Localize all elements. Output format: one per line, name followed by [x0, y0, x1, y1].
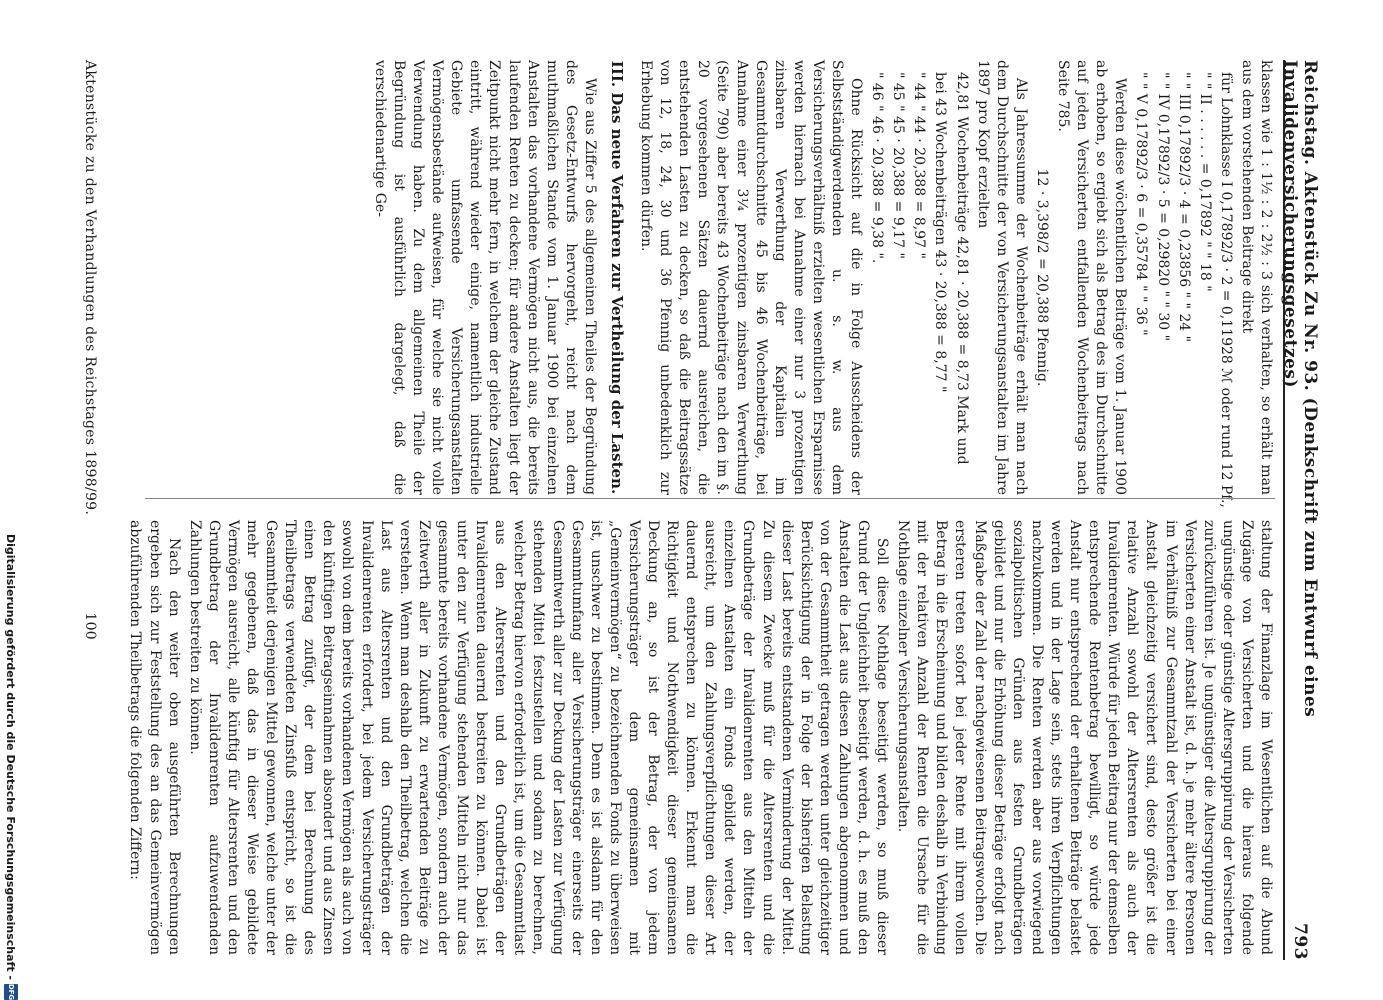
footer-title: Aktenstücke zu den Verhandlungen des Reichstages 1898/99.: [82, 60, 98, 516]
section-heading: III. Das neue Verfahren zur Vertheilung der Lasten.: [608, 60, 626, 495]
page-header: [1280, 60, 1320, 960]
digitization-text: Digitalisierung gefördert durch die Deutsche Forschungsgemeinschaft -: [4, 533, 18, 980]
formula-line: " " IV 0,17892/3 · 5 = 0,29820 " " 30 ": [1154, 72, 1171, 342]
paragraph: Nach den weiter oben ausgeführten Berechnungen ergeben sich zur Feststellung des an das Gemeinvermögen abzuführenden Theilbetrags die folgenden Ziffern:: [127, 520, 182, 955]
weekly-contribution-line: 42,81 Wochenbeiträge 42,81 · 20,388 = 8,73 Mark und: [953, 72, 970, 465]
paragraph: Soll diese Nothlage beseitigt werden, so muß dieser Grund der Ungleichheit beseitigt werden, d. h. es muß den Anstalten die Last aus diesen Zahlungen abgenommen und von der Gesammtheit getragen werden unter gleichzeitiger Berücksichtigung der in Folge der bisherigen Belastung dieser Last bereits entstandenen Verminderung der Mittel. Zu diesem Zwecke muß für die Altersrenten und die Grundbeträge der Invalidenrenten aus den Mitteln der einzelnen Anstalten ein Fonds gebildet werden, der ausreicht, um den Zahlungsverpflichtungen dieser Art dauernd entsprechen zu können. Erkennt man die Richtigkeit und Nothwendigkeit dieser gemeinsamen Deckung an, so ist der Betrag, der von jedem Versicherungsträger dem gemeinsamen mit „Gemeinvermögen“ zu bezeichnenden Fonds zu überweisen ist, unschwer zu bestimmen. Denn es ist alsdann für den Gesammtumfang aller Versicherungsträger einerseits der Gesammtwerth aller zur Deckung der Lasten zur Verfügung stehenden Mittel festzustellen und sodann zu berechnen, welcher Betrag hiervon erforderlich ist, um die Gesammtlast aus den Altersrenten und den Grundbeträgen der Invalidenrenten dauernd bestreiten zu können. Dabei ist unter den zur Verfügung stehenden Mitteln nicht nur das gesammte bereits vorhandene Vermögen, sondern auch der Zeitwerth aller in Zukunft zu erwartenden Beiträge zu verstehen. Wenn man deshalb den Theilbetrag, welchen die Last aus Altersrenten und den Grundbeträgen der Invalidenrenten erfordert, bei jedem Versicherungsträger sowohl von dem bereits vorhandenen Vermögen als auch von den künftigen Beitragseinnahmen absondert und aus Zinsen einen Betrag zufügt, der dem bei Berechnung des Theilbetrags verwendeten Zinsfuß entspricht, so ist die Gesammtheit derjenigen Mittel gewonnen, welche unter der mehr gegebenen, daß das in dieser Weise gebildete Vermögen ausreicht, alle künftig für Altersrenten und den Grundbetrag der Invalidenrenten aufzuwendenden Zahlungen bestreiten zu können.: [186, 520, 891, 955]
digitization-credit: [1, 0, 21, 1000]
weekly-contribution-line: " 46 " 46 · 20,388 = 9,38 ".: [869, 72, 886, 264]
paragraph: Werden diese wöchentlichen Beiträge vom 1. Januar 1900 ab erhoben, so ergiebt sich als Betrag des im Durchschnitte auf jeden Versicherten entfallenden Wochenbeitrags nach Seite 785.: [1055, 60, 1129, 495]
paragraph: Ohne Rücksicht auf die in Folge Ausscheidens der Selbstständigwerdenden u. s. w. aus dem Versicherungsverhältniß erzielten wesentlichen Ersparnisse werden hiernach bei Annahme einer nur 3 prozentigen zinsbaren Verwerthung der Kapitalien im Gesammtdurchschnitte 45 bis 46 Wochenbeiträge, bei Annahme einer 3¼ prozentigen zinsbaren Verwerthung (Seite 790) aber bereits 43 Wochenbeiträge nach den im §. 20 vorgesehenen Sätzen dauernd ausreichen, die entstehenden Lasten zu decken, so daß die Beitragssätze von 12, 18, 24, 30 und 36 Pfennig unbedenklich zur Erhebung kommen dürfen.: [638, 60, 865, 495]
formula-line: " " II . . . . . . = 0,17892 " " 18 ": [1196, 72, 1213, 292]
paragraph: staltung der Finanzlage im Wesentlichen auf die Abund Zugänge von Versicherten und die hieraus folgende ungünstige oder günstige Altersgruppirung der Versicherten zurückzuführen ist. Je ungünstiger die Altersgruppirung der Versicherten einer Anstalt ist, d. h. je mehr ältere Personen im Verhältniß zur Gesammtzahl der Versicherten bei einer Anstalt gleichzeitig versichert sind, desto größer ist die relative Anzahl sowohl der Altersrenten als auch der Invalidenrenten. Würde für jeden Beitrag nur der demselben entsprechende Rentenbetrag bewilligt, so würde jede Anstalt nur entsprechend der erhaltenen Beiträge belastet werden und in der Lage sein, stets ihren Verpflichtungen nachzukommen. Die Renten werden aber aus vorwiegend sozialpolitischen Gründen aus festen Grundbeträgen gebildet und nur die Erhöhung dieser Beträge erfolgt nach Maßgabe der Zahl der nachgewiesenen Beitragswochen. Die ersteren treten sofort bei jeder Rente mit ihrem vollen Betrag in die Erscheinung und bilden deshalb in Verbindung mit der relativen Anzahl der Renten die Ursache für die Nothlage einzelner Versicherungsanstalten.: [895, 520, 1274, 955]
weekly-contribution-line: bei 43 Wochenbeiträgen 43 · 20,388 = 8,77 ": [932, 72, 949, 393]
weekly-contribution-line: " 45 " 45 · 20,388 = 9,17 ": [890, 72, 907, 259]
left-column: [135, 60, 1275, 508]
formula-centered: 12 · 3,398/2 = 20,388 Pfennig.: [1033, 168, 1050, 387]
header-rule: [1283, 60, 1285, 960]
header-page-number: 793: [1290, 923, 1310, 960]
paragraph: klassen wie 1 : 1½ : 2 : 2½ : 3 sich verhalten, so erhält man aus dem vorstehenden Beitrage direkt: [1238, 60, 1274, 495]
header-title: Reichstag. Aktenstück Zu Nr. 93. (Denkschrift zum Entwurf eines Invalidenversicherungsgesetzes): [1280, 60, 1320, 718]
formula-line: für Lohnklasse I 0,17892/3 · 2 = 0,11928 ℳ oder rund 12 Pf.,: [1217, 72, 1234, 508]
weekly-contribution-line: " 44 " 44 · 20,388 = 8,97 ": [911, 72, 928, 259]
footer-page-number: 100: [82, 612, 98, 640]
formula-line: " " III 0,17892/3 · 4 = 0,23856 " " 24 ": [1175, 72, 1192, 343]
right-column: [127, 520, 1275, 955]
column-divider: [145, 498, 1275, 499]
page-footer: [82, 60, 98, 960]
paragraph: Wie aus Ziffer 5 des allgemeinen Theiles der Begründung des Gesetz-Entwurfs hervorgeht, reicht nach dem muthmaßlichen Stande vom 1. Januar 1900 bei einzelnen Anstalten das vorhandene Vermögen nicht aus, die bereits laufenden Renten zu decken; für andere Anstalten liegt der Zeitpunkt nicht mehr fern, in welchem der gleiche Zustand eintritt, während wieder einige, namentlich industrielle Gebiete umfassende Versicherungsanstalten Vermögensbestände aufweisen, für welche sie nicht volle Verwendung haben. Zu dem allgemeinen Theile der Begründung ist ausführlich dargelegt, daß die verschiedenartige Ge-: [371, 60, 598, 495]
formula-line: " " V 0,17892/3 · 6 = 0,35784 " " 36 ": [1133, 72, 1150, 336]
dfg-logo-icon: DFG: [4, 984, 18, 1000]
paragraph: Als Jahressumme der Wochenbeiträge erhält man nach dem Durchschnitte der von Versicherungsanstalten im Jahre 1897 pro Kopf erzielten: [974, 60, 1029, 495]
